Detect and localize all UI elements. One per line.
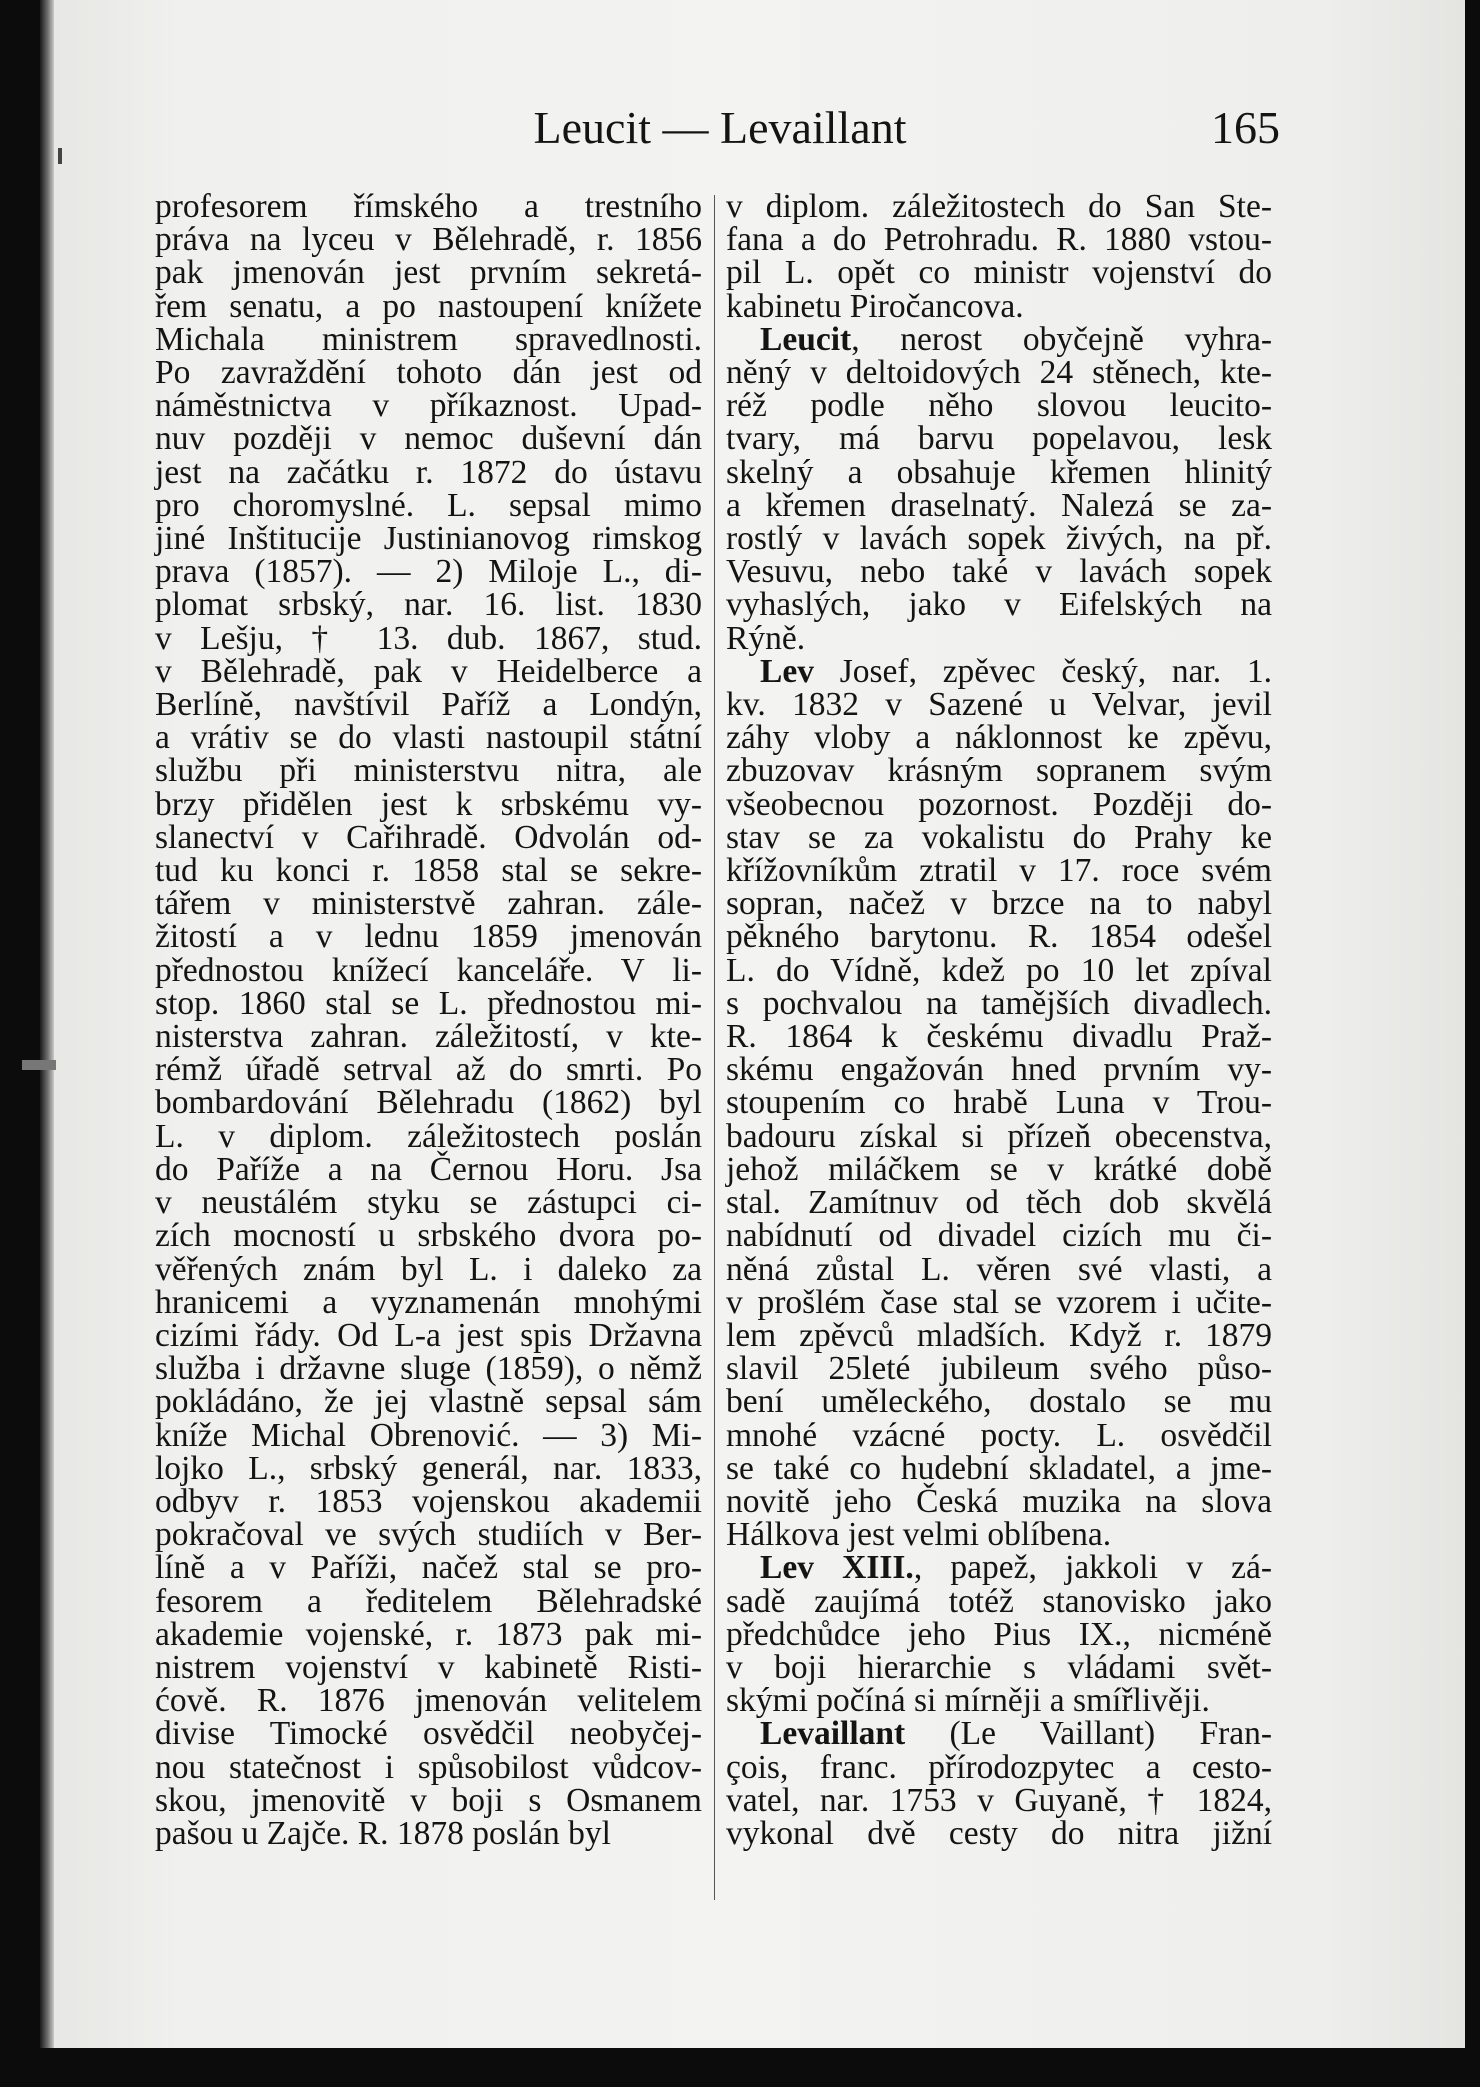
text-line: réž podle něho slovou leucito-	[726, 387, 1272, 425]
column-divider	[714, 195, 715, 1900]
text-line: pěkného barytonu. R. 1854 odešel	[726, 918, 1272, 956]
text-line: vykonal dvě cesty do nitra jižní	[726, 1814, 1272, 1852]
text-line: předchůdce jeho Pius IX., nicméně	[726, 1615, 1272, 1653]
text-line: pokládáno, že jej vlastně sepsal sám	[155, 1383, 702, 1421]
text-line: L. v diplom. záležitostech poslán	[155, 1117, 702, 1155]
text-line: novitě jeho Česká muzika na slova	[726, 1482, 1272, 1520]
page-number: 165	[1211, 102, 1280, 153]
text-line: v Lešju, † 13. dub. 1867, stud.	[155, 619, 702, 657]
text-line: a křemen draselnatý. Nalezá se za-	[726, 486, 1272, 524]
text-line: do Paříže a na Černou Horu. Jsa	[155, 1150, 702, 1188]
text-line: pil L. opět co ministr vojenství do	[726, 254, 1272, 292]
text-line: fesorem a ředitelem Bělehradské	[155, 1582, 702, 1620]
text-line: se také co hudební skladatel, a jme-	[726, 1449, 1272, 1487]
text-line: kv. 1832 v Sazené u Velvar, jevil	[726, 686, 1272, 724]
text-line: jehož miláčkem se v krátké době	[726, 1150, 1272, 1188]
text-line: v Bělehradě, pak v Heidelberce a	[155, 652, 702, 690]
entry-headword: Lev XIII.	[760, 1549, 914, 1587]
running-head-title: Leucit — Levaillant	[533, 102, 907, 153]
text-line: badouru získal si přízeň obecenstva,	[726, 1117, 1272, 1155]
text-line: služba i državne sluge (1859), o němž	[155, 1350, 702, 1388]
text-line: záhy vloby a náklonnost ke zpěvu,	[726, 719, 1272, 757]
text-line: R. 1864 k českému divadlu Praž-	[726, 1018, 1272, 1056]
text-line: fana a do Petrohradu. R. 1880 vstou-	[726, 221, 1272, 259]
text-line: stal. Zamítnuv od těch dob skvělá	[726, 1184, 1272, 1222]
text-line: tářem v ministerstvě zahran. zále-	[155, 885, 702, 923]
text-line: profesorem římského a trestního	[155, 188, 702, 225]
text-line: rémž úřadě setrval až do smrti. Po	[155, 1051, 702, 1089]
text-line: stoupením co hrabě Luna v Trou-	[726, 1084, 1272, 1122]
text-line: tvary, má barvu popelavou, lesk	[726, 420, 1272, 458]
text-line: něná zůstal L. věren své vlasti, a	[726, 1250, 1272, 1288]
text-line: skou, jmenovitě v boji s Osmanem	[155, 1781, 702, 1819]
text-line: ćově. R. 1876 jmenován velitelem	[155, 1682, 702, 1720]
text-line: přednostou knížecí kanceláře. V li-	[155, 951, 702, 989]
text-line: náměstnictva v příkaznost. Upad-	[155, 387, 702, 425]
entry-headword: Levaillant	[760, 1715, 906, 1753]
text-line: v diplom. záležitostech do San Ste-	[726, 188, 1272, 225]
text-line: çois, franc. přírodozpytec a cesto-	[726, 1748, 1272, 1786]
text-line: rostlý v lavách sopek živých, na př.	[726, 520, 1272, 558]
text-line: v neustálém styku se zástupci ci-	[155, 1184, 702, 1222]
text-line: líně a v Paříži, načež stal se pro-	[155, 1549, 702, 1587]
text-line: Lev Josef, zpěvec český, nar. 1.	[760, 652, 1272, 690]
text-line: lem zpěvců mladších. Když r. 1879	[726, 1316, 1272, 1354]
text-line: skému engažován hned prvním vy-	[726, 1051, 1272, 1089]
text-line: hranicemi a vyznamenán mnohými	[155, 1283, 702, 1321]
text-line: kníže Michal Obrenović. — 3) Mi-	[155, 1416, 702, 1454]
text-line: bení uměleckého, dostalo se mu	[726, 1383, 1272, 1421]
text-line: sadě zaujímá totéž stanovisko jako	[726, 1582, 1272, 1620]
text-line: stav se za vokalistu do Prahy ke	[726, 818, 1272, 856]
text-line: nou statečnost i spůsobilost vůdcov-	[155, 1748, 702, 1786]
text-line: Michala ministrem spravedlnosti.	[155, 320, 702, 358]
text-line: zích mocností u srbského dvora po-	[155, 1217, 702, 1255]
book-spine-edge	[40, 0, 54, 2048]
text-line: pašou u Zajče. R. 1878 poslán byl	[155, 1814, 611, 1852]
text-line: Vesuvu, nebo také v lavách sopek	[726, 553, 1272, 591]
text-line: kabinetu Piročancova.	[726, 287, 1024, 325]
text-line: nistrem vojenství v kabinetě Risti-	[155, 1648, 702, 1686]
text-line: jest na začátku r. 1872 do ústavu	[155, 453, 702, 491]
text-line: práva na lyceu v Bělehradě, r. 1856	[155, 221, 702, 259]
text-line: slanectví v Cařihradě. Odvolán od-	[155, 818, 702, 856]
text-line: skými počíná si mírněji a smířlivěji.	[726, 1682, 1210, 1720]
text-line: věřených znám byl L. i daleko za	[155, 1250, 702, 1288]
text-line: jiné Inštitucije Justinianovog rimskog	[155, 520, 702, 558]
text-line: v boji hierarchie s vládami svět-	[726, 1648, 1272, 1686]
entry-headword: Leucit	[760, 320, 852, 358]
text-line: Po zavraždění tohoto dán jest od	[155, 354, 702, 392]
text-line: akademie vojenské, r. 1873 pak mi-	[155, 1615, 702, 1653]
text-line: prava (1857). — 2) Miloje L., di-	[155, 553, 702, 591]
text-line: skelný a obsahuje křemen hlinitý	[726, 453, 1272, 491]
text-line: plomat srbský, nar. 16. list. 1830	[155, 586, 702, 624]
text-line: nuv později v nemoc duševní dán	[155, 420, 702, 458]
text-line: stop. 1860 stal se L. přednostou mi-	[155, 984, 702, 1022]
text-line: s pochvalou na tamějších divadlech.	[726, 984, 1272, 1022]
text-line: pak jmenován jest prvním sekretá-	[155, 254, 702, 292]
text-line: řem senatu, a po nastoupení knížete	[155, 287, 702, 325]
text-line: nisterstva zahran. záležitostí, v kte-	[155, 1018, 702, 1056]
text-line: zbuzovav krásným sopranem svým	[726, 752, 1272, 790]
entry-headword: Lev	[760, 652, 814, 690]
text-line: Berlíně, navštívil Paříž a Londýn,	[155, 686, 702, 724]
text-line: mnohé vzácné pocty. L. osvědčil	[726, 1416, 1272, 1454]
text-line: pro choromyslné. L. sepsal mimo	[155, 486, 702, 524]
text-line: lojko L., srbský generál, nar. 1833,	[155, 1449, 702, 1487]
right-text-column	[726, 190, 1272, 1850]
text-line: divise Timocké osvědčil neobyčej-	[155, 1715, 702, 1753]
text-line: cizími řády. Od L-a jest spis Državna	[155, 1316, 702, 1354]
text-line: Hálkova jest velmi oblíbena.	[726, 1516, 1112, 1554]
margin-mark	[58, 148, 62, 164]
text-line: Lev XIII., papež, jakkoli v zá-	[760, 1549, 1272, 1587]
text-line: nabídnutí od divadel cizích mu či-	[726, 1217, 1272, 1255]
margin-mark	[22, 1060, 56, 1070]
text-line: žitostí a v lednu 1859 jmenován	[155, 918, 702, 956]
text-line: Rýně.	[726, 619, 806, 657]
text-line: všeobecnou pozornost. Později do-	[726, 785, 1272, 823]
left-text-column	[155, 190, 702, 1850]
text-line: křížovníkům ztratil v 17. roce svém	[726, 852, 1272, 890]
text-line: vyhaslých, jako v Eifelských na	[726, 586, 1272, 624]
text-line: slavil 25leté jubileum svého půso-	[726, 1350, 1272, 1388]
text-line: vatel, nar. 1753 v Guyaně, † 1824,	[726, 1781, 1272, 1819]
text-line: něný v deltoidových 24 stěnech, kte-	[726, 354, 1272, 392]
text-line: L. do Vídně, kdež po 10 let zpíval	[726, 951, 1272, 989]
text-line: sopran, načež v brzce na to nabyl	[726, 885, 1272, 923]
text-line: odbyv r. 1853 vojenskou akademii	[155, 1482, 702, 1520]
text-line: bombardování Bělehradu (1862) byl	[155, 1084, 702, 1122]
text-line: pokračoval ve svých studiích v Ber-	[155, 1516, 702, 1554]
text-line: tud ku konci r. 1858 stal se sekre-	[155, 852, 702, 890]
text-line: a vrátiv se do vlasti nastoupil státní	[155, 719, 702, 757]
text-line: v prošlém čase stal se vzorem i učite-	[726, 1283, 1272, 1321]
text-line: Leucit, nerost obyčejně vyhra-	[760, 320, 1272, 358]
text-line: Levaillant (Le Vaillant) Fran-	[760, 1715, 1272, 1753]
text-line: brzy přidělen jest k srbskému vy-	[155, 785, 702, 823]
text-line: službu při ministerstvu nitra, ale	[155, 752, 702, 790]
